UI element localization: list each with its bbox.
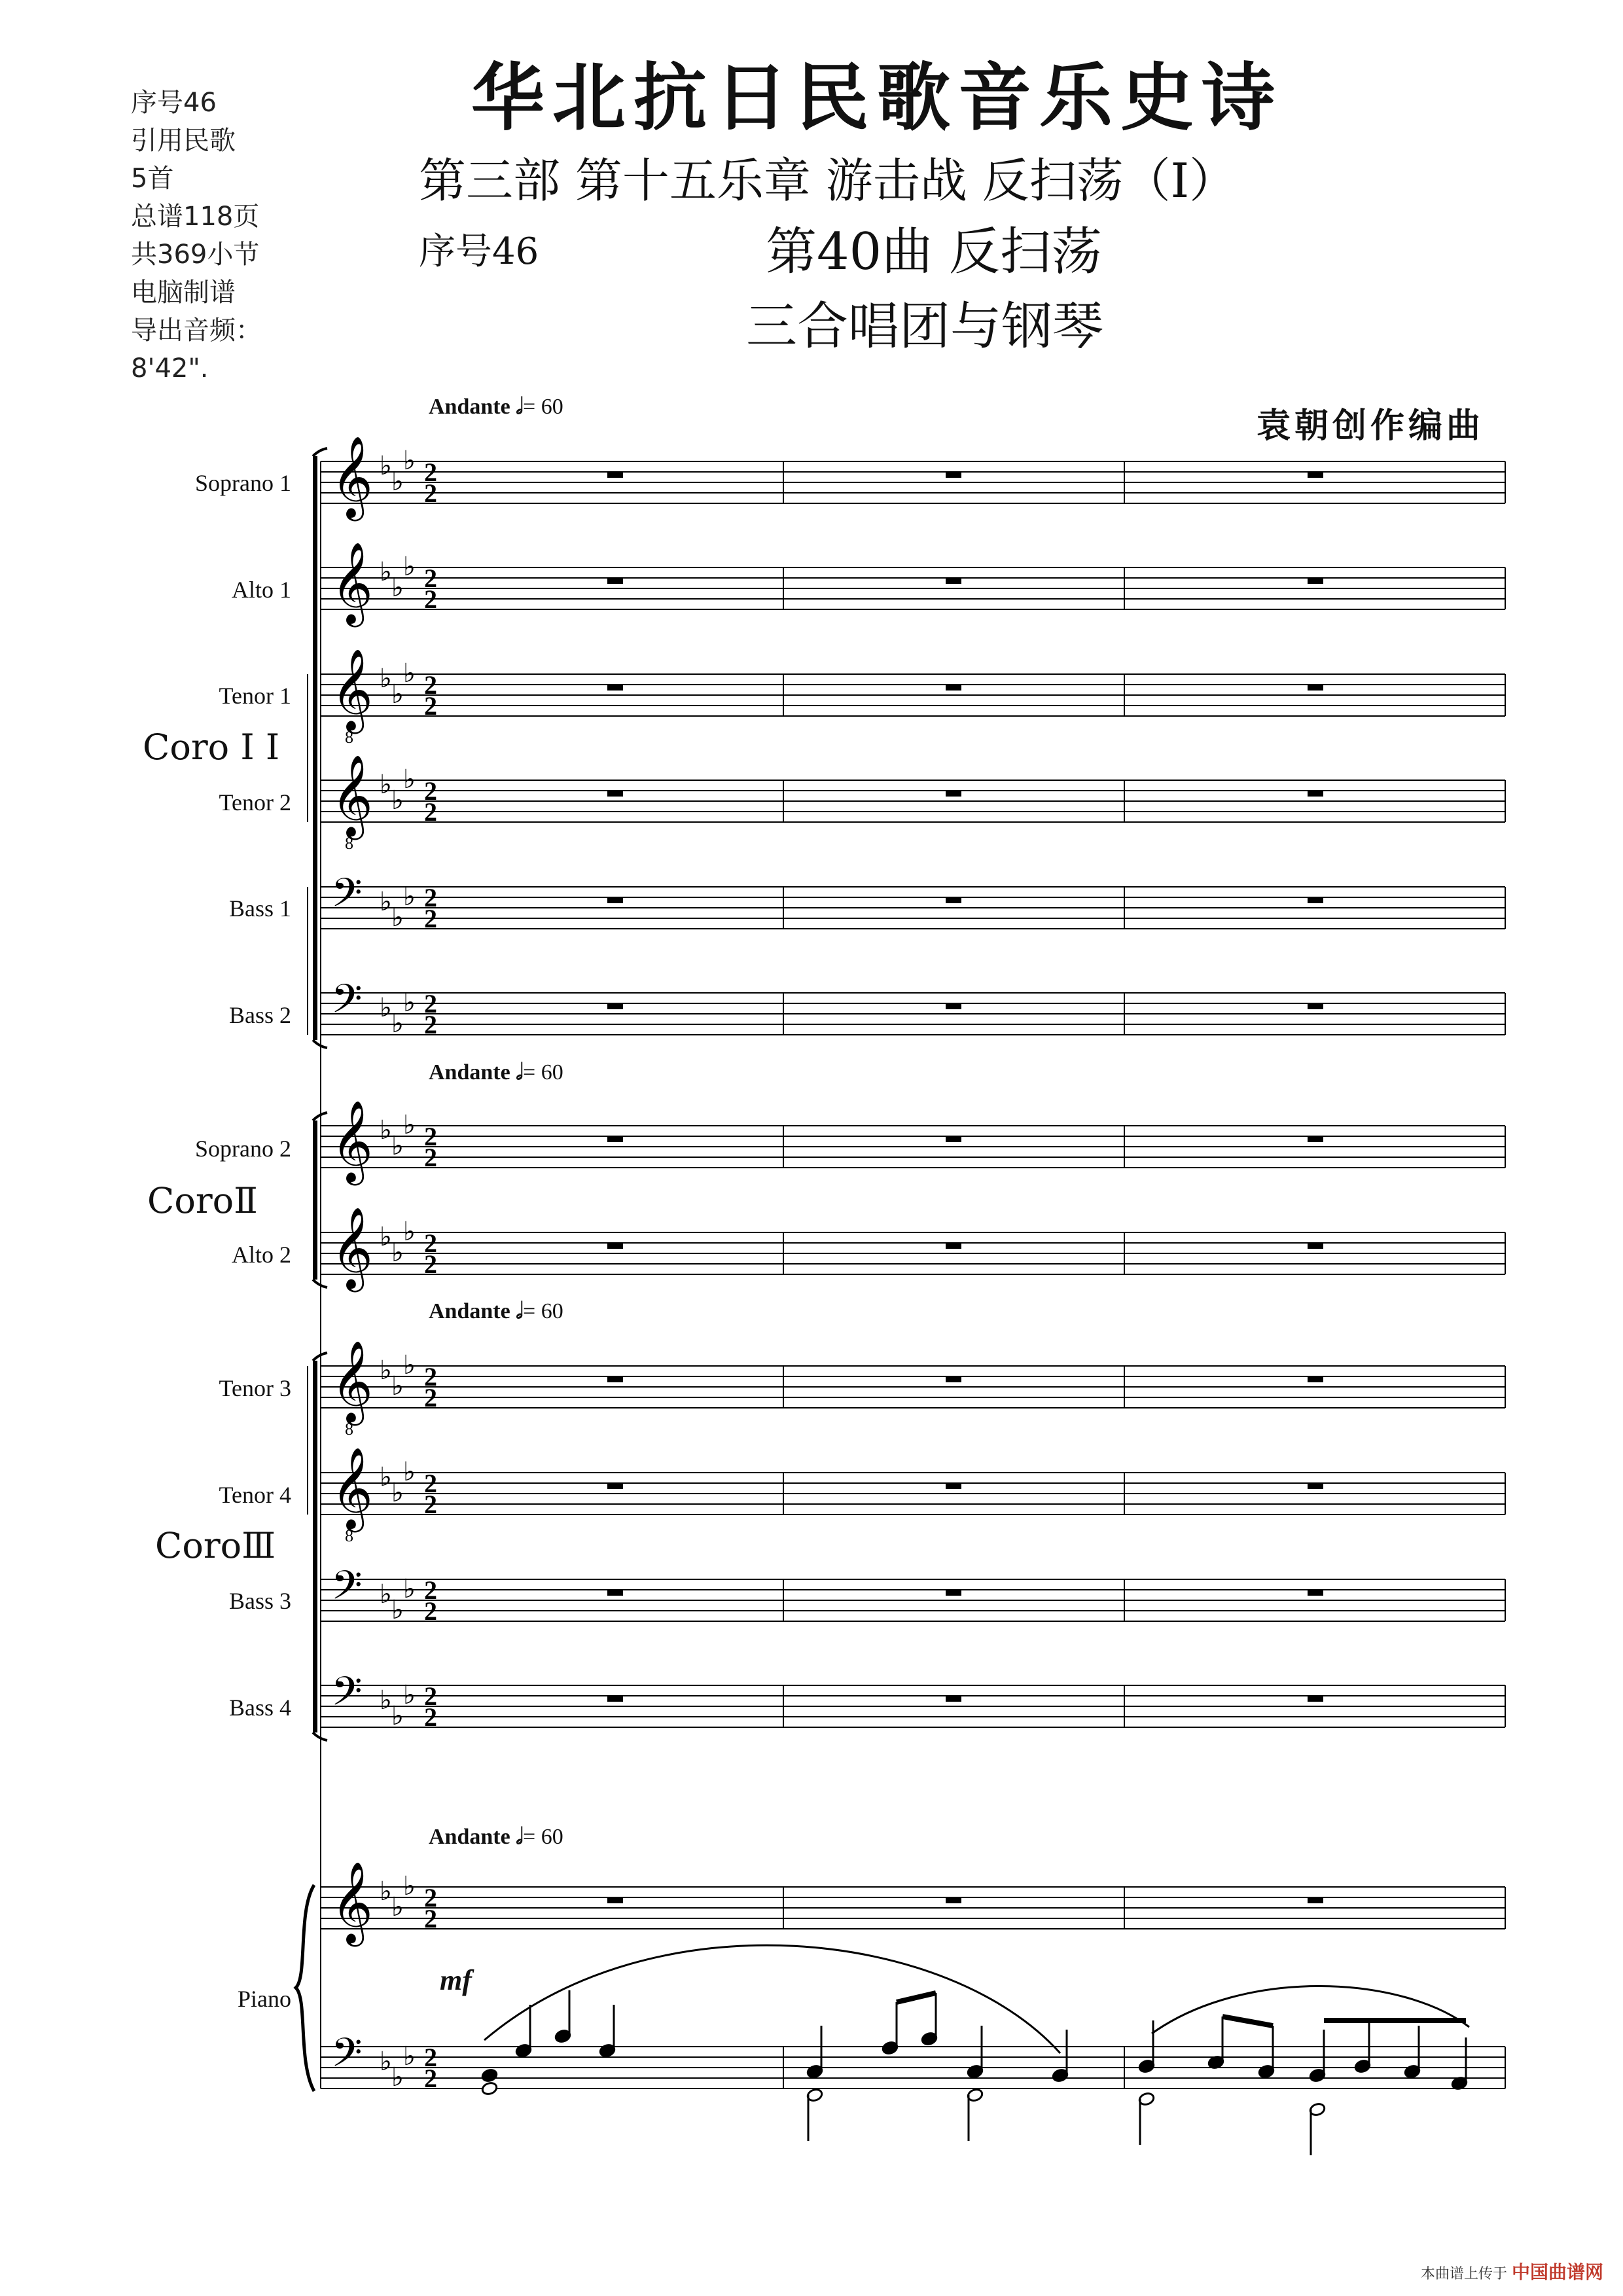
octave-marker: 8 — [345, 1420, 353, 1439]
flat-sign-icon: ♭ — [403, 1457, 416, 1487]
whole-rest — [1308, 1590, 1323, 1596]
info-line: 5首 — [131, 164, 174, 194]
flat-sign-icon: ♭ — [403, 658, 416, 689]
part-name: Bass 4 — [228, 1695, 291, 1721]
flat-sign-icon: ♭ — [403, 552, 416, 582]
bass-clef-icon: 𝄢 — [331, 2030, 363, 2086]
site-brand: 中国曲谱网 — [1511, 2261, 1603, 2283]
whole-rest — [607, 1897, 623, 1903]
part-name: Tenor 3 — [219, 1375, 291, 1401]
info-line: 总谱118页 — [131, 202, 260, 232]
whole-rest — [1308, 1376, 1323, 1382]
whole-rest — [1308, 1136, 1323, 1142]
flat-sign-icon: ♭ — [403, 764, 416, 795]
time-signature-numerator: 2 — [424, 1362, 437, 1391]
bass-clef-icon: 𝄢 — [331, 1668, 363, 1725]
time-signature-denominator: 2 — [424, 478, 437, 508]
half-note-icon: 𝅗𝅥 — [516, 395, 524, 419]
time-signature-denominator: 2 — [424, 1596, 437, 1626]
bracket-bar — [313, 456, 317, 1040]
tempo-text: Andante — [429, 1825, 510, 1849]
ensemble-title: 三合唱团与钢琴 — [746, 297, 1104, 356]
flat-sign-icon: ♭ — [380, 664, 392, 694]
bass-clef-icon: 𝄢 — [331, 870, 363, 926]
beam — [897, 1993, 936, 2002]
whole-rest — [607, 897, 623, 903]
time-signature-numerator: 2 — [424, 2043, 437, 2072]
time-signature-denominator: 2 — [424, 797, 437, 827]
flat-sign-icon: ♭ — [380, 1222, 392, 1252]
flat-sign-icon: ♭ — [380, 2047, 392, 2077]
staff — [321, 436, 1505, 521]
note-head — [481, 2081, 498, 2096]
flat-sign-icon: ♭ — [391, 1371, 404, 1401]
time-signature-numerator: 2 — [424, 776, 437, 806]
staff — [321, 870, 1505, 933]
time-signature-denominator: 2 — [424, 2064, 437, 2093]
group-label: CoroⅡ — [147, 1180, 258, 1221]
flat-sign-icon: ♭ — [391, 2062, 404, 2092]
half-note-icon: 𝅗𝅥 — [516, 1825, 524, 1849]
whole-rest — [1308, 897, 1323, 903]
time-signature-numerator: 2 — [424, 670, 437, 700]
treble-clef-icon: 𝄞 — [331, 649, 373, 730]
info-line: 导出音频： — [131, 315, 262, 346]
group-label: Coro Ⅰ I — [143, 726, 280, 768]
time-signature-denominator: 2 — [424, 1904, 437, 1933]
bass-clef-icon: 𝄢 — [331, 976, 363, 1032]
flat-sign-icon: ♭ — [380, 1355, 392, 1386]
flat-sign-icon: ♭ — [380, 887, 392, 917]
tempo-value: = 60 — [523, 395, 563, 419]
footer-text: 本曲谱上传于 — [1420, 2266, 1507, 2282]
flat-sign-icon: ♭ — [403, 1110, 416, 1140]
whole-rest — [1308, 578, 1323, 584]
flat-sign-icon: ♭ — [391, 1131, 404, 1161]
slur — [1152, 1986, 1469, 2034]
flat-sign-icon: ♭ — [380, 1685, 392, 1715]
staff — [321, 649, 1505, 747]
bracket-bar — [313, 1361, 317, 1732]
flat-sign-icon: ♭ — [403, 1217, 416, 1247]
flat-sign-icon: ♭ — [380, 451, 392, 481]
part-name: Tenor 4 — [219, 1482, 291, 1508]
staff — [321, 1668, 1505, 1732]
flat-sign-icon: ♭ — [403, 882, 416, 912]
flat-sign-icon: ♭ — [380, 557, 392, 587]
treble-clef-icon: 𝄞 — [331, 1340, 373, 1422]
flat-sign-icon: ♭ — [391, 1892, 404, 1922]
flat-sign-icon: ♭ — [391, 1009, 404, 1039]
whole-rest — [607, 685, 623, 691]
flat-sign-icon: ♭ — [403, 1574, 416, 1604]
half-note-icon: 𝅗𝅥 — [516, 1060, 524, 1085]
staves — [321, 436, 1505, 2093]
whole-rest — [946, 685, 961, 691]
part-name: Tenor 1 — [219, 683, 291, 709]
whole-rest — [607, 472, 623, 478]
piano-left-hand-notes — [481, 1945, 1469, 2155]
staff — [321, 542, 1505, 627]
whole-rest — [1308, 1003, 1323, 1009]
whole-rest — [607, 1003, 623, 1009]
treble-clef-icon: 𝄞 — [331, 1861, 373, 1943]
part-name: Soprano 1 — [195, 470, 291, 496]
treble-clef-icon: 𝄞 — [331, 1207, 373, 1289]
whole-rest — [1308, 1243, 1323, 1249]
flat-sign-icon: ♭ — [380, 993, 392, 1023]
whole-rest — [607, 1696, 623, 1702]
time-signature-numerator: 2 — [424, 1229, 437, 1258]
flat-sign-icon: ♭ — [391, 1238, 404, 1268]
tempo-text: Andante — [429, 1299, 510, 1323]
movement-subtitle: 第三部 第十五乐章 游击战 反扫荡（Ⅰ） — [419, 153, 1237, 208]
treble-clef-icon: 𝄞 — [331, 436, 373, 518]
time-signature-denominator: 2 — [424, 1010, 437, 1039]
flat-sign-icon: ♭ — [391, 785, 404, 816]
flat-sign-icon: ♭ — [403, 446, 416, 476]
time-signature-numerator: 2 — [424, 564, 437, 593]
bass-clef-icon: 𝄢 — [331, 1562, 363, 1619]
info-line: 电脑制谱 — [131, 278, 236, 308]
info-line: 序号46 — [131, 88, 217, 118]
whole-rest — [946, 1483, 961, 1489]
flat-sign-icon: ♭ — [380, 1579, 392, 1609]
treble-clef-icon: 𝄞 — [331, 1100, 373, 1182]
whole-rest — [607, 578, 623, 584]
time-signature-numerator: 2 — [424, 989, 437, 1018]
whole-rest — [946, 472, 961, 478]
time-signature-denominator: 2 — [424, 1249, 437, 1279]
time-signature-numerator: 2 — [424, 1883, 437, 1912]
part-name: Bass 2 — [228, 1002, 291, 1028]
whole-rest — [607, 1243, 623, 1249]
beam — [1222, 2017, 1273, 2026]
flat-sign-icon: ♭ — [391, 1595, 404, 1625]
time-signature-numerator: 2 — [424, 457, 437, 487]
whole-rest — [946, 1003, 961, 1009]
main-title: 华北抗日民歌音乐史诗 — [471, 56, 1283, 141]
composer-credit: 袁朝创作编曲 — [1257, 406, 1485, 446]
octave-marker: 8 — [345, 1526, 353, 1545]
tempo-value: = 60 — [523, 1825, 563, 1849]
staff — [321, 1861, 1505, 1946]
dynamic-marking: mf — [440, 1964, 472, 1996]
bracket-hook — [313, 448, 327, 456]
whole-rest — [607, 1483, 623, 1489]
part-name: Soprano 2 — [195, 1136, 291, 1162]
octave-marker: 8 — [345, 728, 353, 747]
whole-rest — [946, 1376, 961, 1382]
footer-credit — [1421, 2258, 1603, 2284]
flat-sign-icon: ♭ — [403, 1871, 416, 1901]
whole-rest — [607, 1136, 623, 1142]
flat-sign-icon: ♭ — [391, 903, 404, 933]
staff — [321, 976, 1505, 1039]
whole-rest — [607, 1590, 623, 1596]
whole-rest — [946, 1590, 961, 1596]
whole-rest — [946, 791, 961, 797]
octave-marker: 8 — [345, 834, 353, 853]
whole-rest — [1308, 685, 1323, 691]
part-name: Alto 1 — [231, 577, 291, 603]
whole-rest — [607, 1376, 623, 1382]
whole-rest — [946, 1243, 961, 1249]
time-signature-numerator: 2 — [424, 1122, 437, 1151]
time-signature-denominator: 2 — [424, 1383, 437, 1412]
whole-rest — [1308, 1696, 1323, 1702]
flat-sign-icon: ♭ — [403, 1350, 416, 1380]
staff — [321, 1100, 1505, 1185]
whole-rest — [1308, 1897, 1323, 1903]
info-line: 共369小节 — [131, 240, 260, 270]
part-name: Bass 3 — [228, 1588, 291, 1614]
time-signature-denominator: 2 — [424, 1143, 437, 1172]
flat-sign-icon: ♭ — [391, 573, 404, 603]
time-signature-denominator: 2 — [424, 584, 437, 614]
part-name: Piano — [237, 1986, 291, 2012]
flat-sign-icon: ♭ — [380, 1462, 392, 1492]
half-note-icon: 𝅗𝅥 — [516, 1299, 524, 1323]
piece-title: 第40曲 反扫荡 — [766, 223, 1103, 281]
flat-sign-icon: ♭ — [403, 988, 416, 1018]
time-signature-denominator: 2 — [424, 904, 437, 933]
time-signature-denominator: 2 — [424, 691, 437, 721]
flat-sign-icon: ♭ — [391, 467, 404, 497]
whole-rest — [946, 1897, 961, 1903]
time-signature-denominator: 2 — [424, 1490, 437, 1519]
staff — [321, 755, 1505, 853]
flat-sign-icon: ♭ — [391, 1701, 404, 1731]
whole-rest — [946, 897, 961, 903]
flat-sign-icon: ♭ — [391, 1478, 404, 1508]
whole-rest — [946, 578, 961, 584]
staff — [321, 1207, 1505, 1292]
flat-sign-icon: ♭ — [403, 2041, 416, 2072]
flat-sign-icon: ♭ — [380, 770, 392, 800]
time-signature-numerator: 2 — [424, 883, 437, 912]
info-line: 引用民歌 — [131, 126, 236, 156]
note-head — [481, 2068, 498, 2083]
whole-rest — [1308, 472, 1323, 478]
bracket-bar — [313, 1121, 317, 1280]
staff — [321, 1340, 1505, 1439]
whole-rest — [607, 791, 623, 797]
flat-sign-icon: ♭ — [380, 1115, 392, 1145]
time-signature-denominator: 2 — [424, 1702, 437, 1732]
tempo-value: = 60 — [523, 1060, 563, 1085]
treble-clef-icon: 𝄞 — [331, 755, 373, 836]
treble-clef-icon: 𝄞 — [331, 1447, 373, 1529]
time-signature-numerator: 2 — [424, 1681, 437, 1711]
whole-rest — [1308, 791, 1323, 797]
flat-sign-icon: ♭ — [391, 679, 404, 709]
tempo-value: = 60 — [523, 1299, 563, 1323]
staff — [321, 1447, 1505, 1545]
tempo-text: Andante — [429, 1060, 510, 1085]
whole-rest — [946, 1696, 961, 1702]
treble-clef-icon: 𝄞 — [331, 542, 373, 624]
tempo-text: Andante — [429, 395, 510, 419]
serial-number: 序号46 — [419, 230, 539, 273]
flat-sign-icon: ♭ — [403, 1680, 416, 1710]
info-line: 8'42". — [131, 353, 209, 384]
whole-rest — [1308, 1483, 1323, 1489]
whole-rest — [946, 1136, 961, 1142]
staff — [321, 2030, 1505, 2093]
slur — [484, 1945, 1060, 2053]
flat-sign-icon: ♭ — [380, 1876, 392, 1907]
part-name: Bass 1 — [228, 895, 291, 922]
part-name: Tenor 2 — [219, 789, 291, 816]
staff — [321, 1562, 1505, 1626]
group-label: CoroⅢ — [155, 1525, 276, 1566]
piano-brace — [296, 1885, 314, 2091]
part-name: Alto 2 — [231, 1242, 291, 1268]
time-signature-numerator: 2 — [424, 1575, 437, 1605]
time-signature-numerator: 2 — [424, 1469, 437, 1498]
